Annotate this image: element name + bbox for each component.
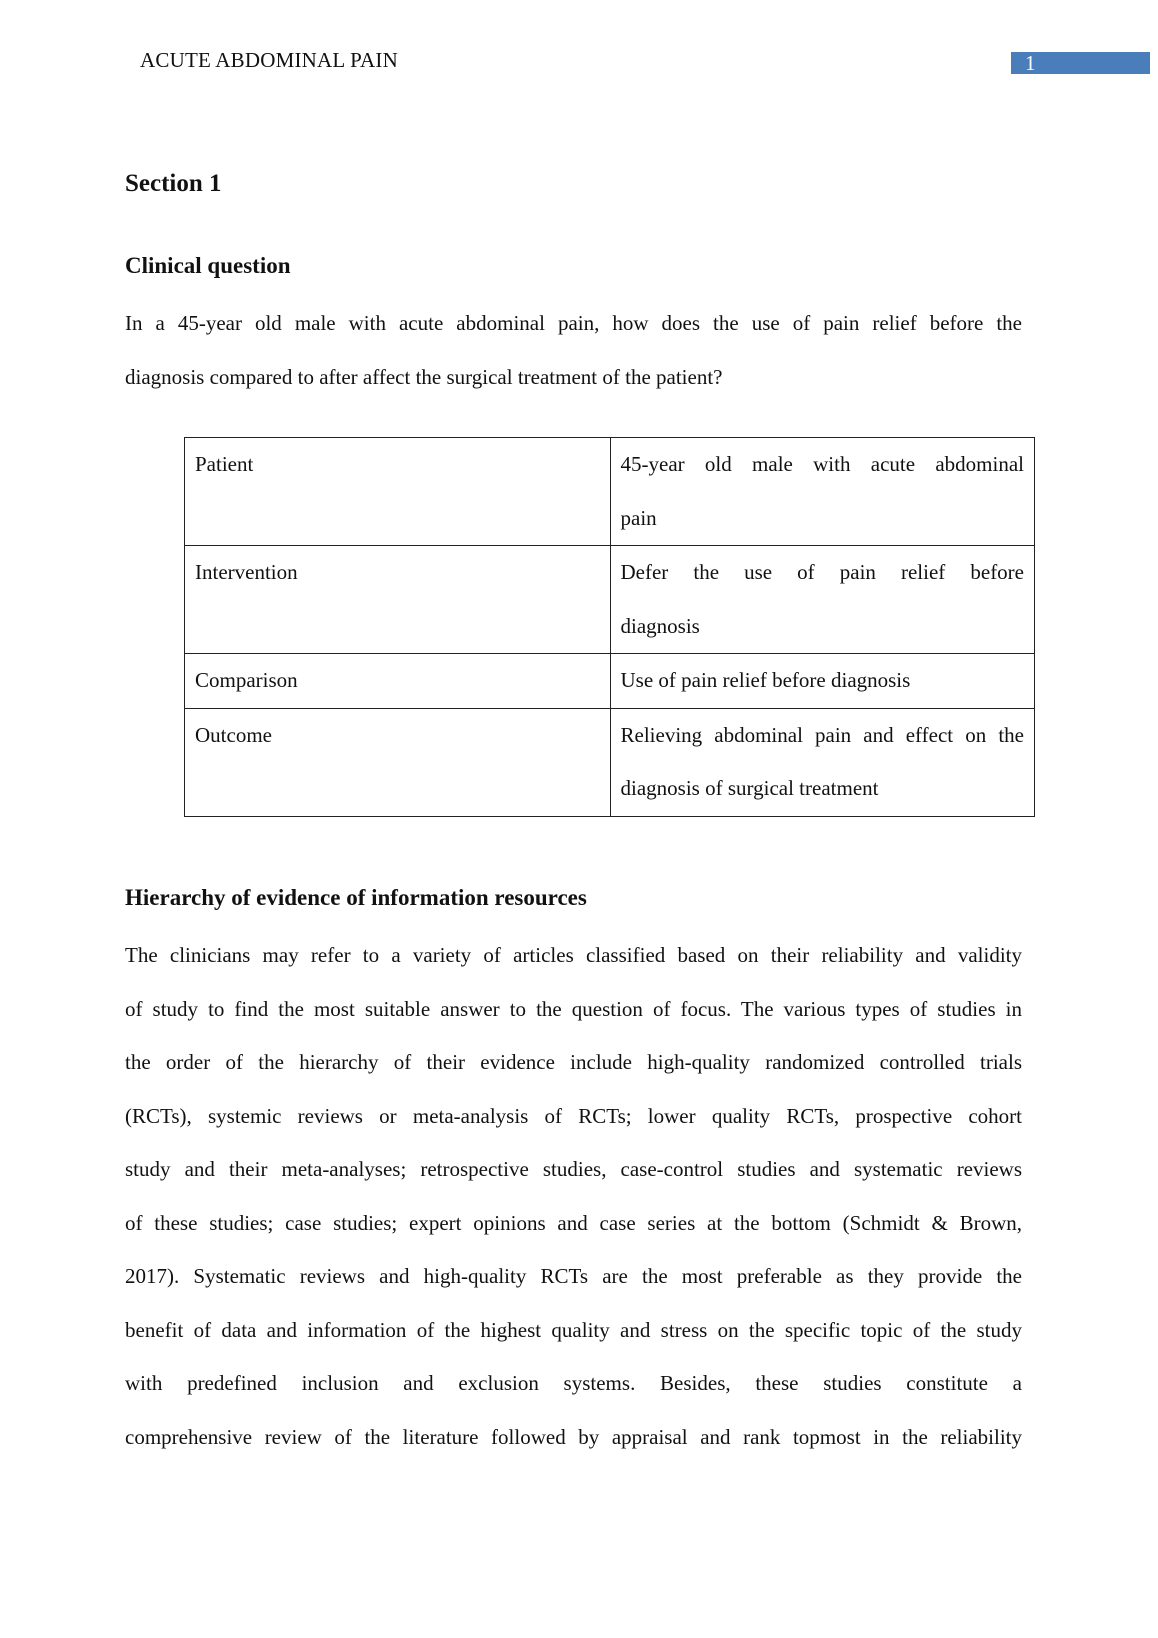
paragraph-line: of these studies; case studies; expert opinions and case series at the bottom (Schmidt & Brown, [125,1210,1022,1235]
pico-value-patient [610,438,1035,546]
pico-table [184,437,1035,817]
clinical-question-paragraph [125,297,1022,404]
paragraph-line: benefit of data and information of the highest quality and stress on the specific topic of the study [125,1317,1022,1342]
clinical-question-heading: Clinical question [125,253,291,278]
pico-value-outcome [610,708,1035,816]
cell-line: Defer the use of pain relief before [620,560,1024,584]
hierarchy-heading: Hierarchy of evidence of information resources [125,885,587,910]
cell-line: diagnosis of surgical treatment [620,776,879,800]
pico-value-intervention [610,546,1035,654]
paragraph-line: comprehensive review of the literature followed by appraisal and rank topmost in the reliability [125,1424,1022,1449]
paragraph-line: with predefined inclusion and exclusion systems. Besides, these studies constitute a [125,1371,1022,1395]
pico-label-comparison: Comparison [185,654,611,709]
cell-line: diagnosis [620,613,700,638]
page-number: 1 [1011,52,1150,74]
paragraph-line: In a 45-year old male with acute abdominal pain, how does the use of pain relief before the [125,311,1022,335]
pico-value-comparison [610,654,1035,709]
paragraph-line: The clinicians may refer to a variety of articles classified based on their reliability and validity [125,943,1022,967]
paragraph-line: the order of the hierarchy of their evidence include high-quality randomized controlled trials [125,1050,1022,1074]
cell-line: Use of pain relief before diagnosis [620,668,911,692]
cell-line: pain [620,505,657,530]
running-head: ACUTE ABDOMINAL PAIN [140,48,398,72]
section-title: Section 1 [125,170,222,197]
pico-label-outcome: Outcome [185,708,611,816]
table-row [185,708,1035,816]
paragraph-line: (RCTs), systemic reviews or meta-analysis of RCTs; lower quality RCTs, prospective cohort [125,1103,1022,1128]
pico-label-intervention: Intervention [185,546,611,654]
table-row [185,438,1035,546]
pico-label-patient: Patient [185,438,611,546]
paragraph-line: of study to find the most suitable answer to the question of focus. The various types of studies in [125,996,1022,1021]
cell-line: Relieving abdominal pain and effect on the [620,722,1024,747]
paragraph-line: diagnosis compared to after affect the surgical treatment of the patient? [125,364,723,389]
cell-line: 45-year old male with acute abdominal [620,452,1024,476]
paragraph-line: 2017). Systematic reviews and high-quality RCTs are the most preferable as they provide the [125,1264,1022,1288]
table-row [185,546,1035,654]
table-row [185,654,1035,709]
hierarchy-paragraph [125,929,1022,1464]
paragraph-line: study and their meta-analyses; retrospective studies, case-control studies and systematic reviews [125,1157,1022,1181]
